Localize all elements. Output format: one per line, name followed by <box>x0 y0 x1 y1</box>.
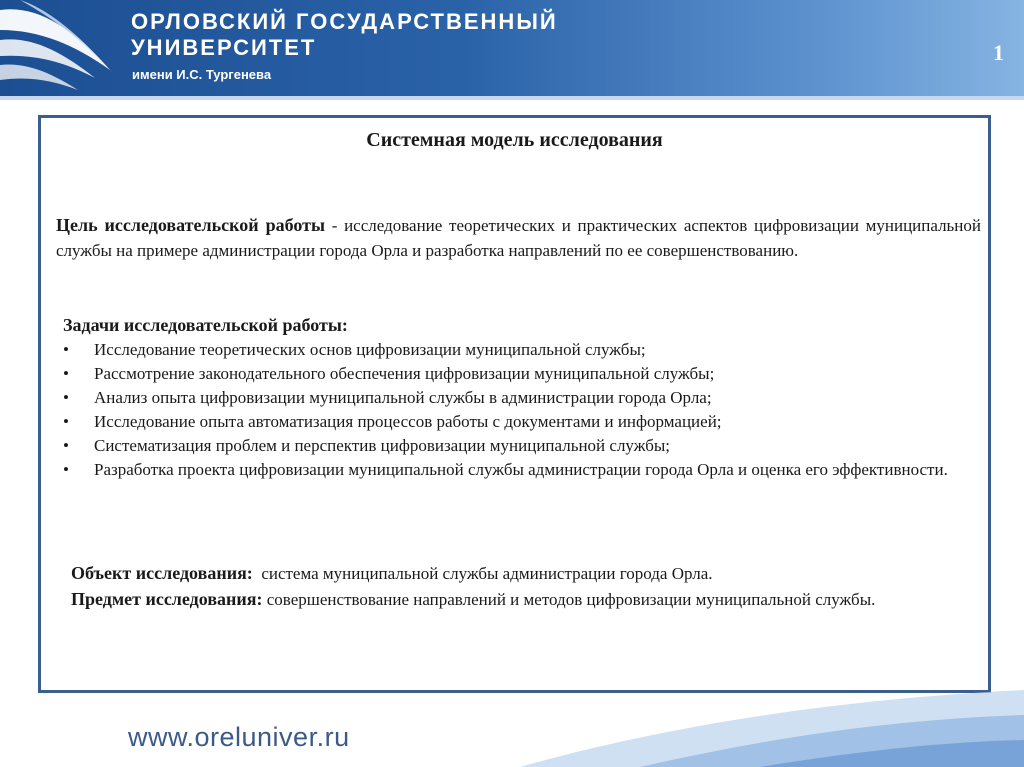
tasks-title: Задачи исследовательской работы: <box>63 315 348 335</box>
subject-label: Предмет исследования: <box>71 589 263 609</box>
university-subtitle: имени И.С. Тургенева <box>132 67 272 82</box>
goal-label: Цель исследовательской работы <box>56 215 326 235</box>
website-link[interactable]: www.oreluniver.ru <box>128 722 350 752</box>
object-label: Объект исследования: <box>71 563 253 583</box>
research-subject <box>71 587 949 612</box>
header-divider <box>0 96 1024 100</box>
object-text: система муниципальной службы администрации города Орла. <box>252 564 713 583</box>
subject-text: совершенствование направлений и методов цифровизации муниципальной службы. <box>262 590 876 609</box>
task-item: • Анализ опыта цифровизации муниципальной службы в администрации города Орла; <box>63 386 963 410</box>
slide-title: Системная модель исследования <box>366 129 663 151</box>
university-name <box>131 9 558 61</box>
task-item: • Исследование теоретических основ цифровизации муниципальной службы; <box>63 338 963 362</box>
research-tasks <box>63 313 963 482</box>
slide-header <box>0 0 1024 98</box>
university-name-line1: ОРЛОВСКИЙ ГОСУДАРСТВЕННЫЙ <box>131 9 558 34</box>
university-name-line2: УНИВЕРСИТЕТ <box>131 35 317 60</box>
slide-number: 1 <box>993 40 1004 65</box>
goal-text: - исследование теоретических и практических аспектов цифровизации муниципальной службы на примере администрации города Орла и разработка направлений по ее совершенствованию. <box>56 216 981 260</box>
research-object <box>71 561 949 586</box>
tasks-list <box>63 338 963 482</box>
task-item: • Разработка проекта цифровизации муниципальной службы администрации города Орла и оценка его эффективности. <box>63 458 963 482</box>
task-item: • Исследование опыта автоматизация процессов работы с документами и информацией; <box>63 410 963 434</box>
task-item: • Систематизация проблем и перспектив цифровизации муниципальной службы; <box>63 434 963 458</box>
research-goal <box>56 213 981 263</box>
task-item: • Рассмотрение законодательного обеспечения цифровизации муниципальной службы; <box>63 362 963 386</box>
university-logo-icon <box>0 0 120 98</box>
content-frame <box>38 115 991 693</box>
